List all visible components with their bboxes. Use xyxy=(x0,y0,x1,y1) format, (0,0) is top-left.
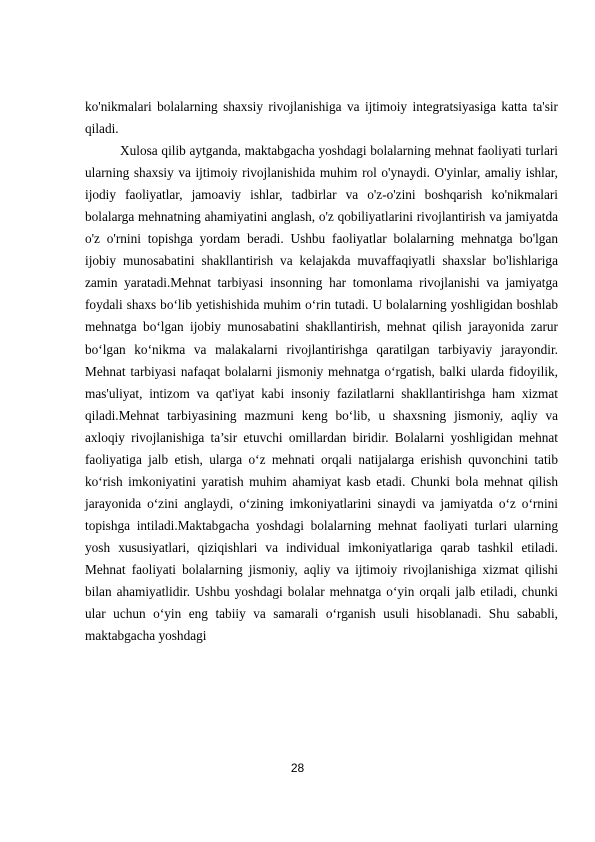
paragraph-continuation: ko'nikmalari bolalarning shaxsiy rivojlanishiga va ijtimoiy integratsiyasiga katta ta'sir qiladi. xyxy=(85,99,558,137)
page-number: 28 xyxy=(290,761,305,775)
document-page xyxy=(85,96,558,647)
paragraph-conclusion: Xulosa qilib aytganda, maktabgacha yoshdagi bolalarning mehnat faoliyati turlari ularning shaxsiy va ijtimoiy rivojlanishida muhim rol o'ynaydi. O'yinlar, amaliy ishlar, ijodiy faoliyatlar, jamoaviy ishlar, tadbirlar va o'z-o'zini boshqarish ko'nikmalari bolalarga mehnatning ahamiyatini anglash, o'z qobiliyatlarini rivojlantirish va jamiyatda o'z o'rnini topishga yordam beradi. Ushbu faoliyatlar bolalarning mehnatga bo'lgan ijobiy munosabatini shakllantirish va kelajakda muvaffaqiyatli shaxslar bo'lishlariga zamin yaratadi.Mehnat tarbiyasi insonning har tomonlama rivojlanishi va jamiyatga foydali shaxs bo‘lib yetishishida muhim o‘rin tutadi. U bolalarning yoshligidan boshlab mehnatga bo‘lgan ijobiy munosabatini shakllantirish, mehnat qilish jarayonida zarur bo‘lgan ko‘nikma va malakalarni rivojlantirishga qaratilgan tarbiyaviy jarayondir. Mehnat tarbiyasi nafaqat bolalarni jismoniy mehnatga o‘rgatish, balki ularda fidoyilik, mas'uliyat, intizom va qat'iyat kabi insoniy fazilatlarni shakllantirishga ham xizmat qiladi.Mehnat tarbiyasining mazmuni keng bo‘lib, u shaxsning jismoniy, aqliy va axloqiy rivojlanishiga ta’sir etuvchi omillardan biridir. Bolalarni yoshligidan mehnat faoliyatiga jalb etish, ularga o‘z mehnati orqali natijalarga erishish quvonchini tatib ko‘rish imkoniyatini yaratish muhim ahamiyat kasb etadi. Chunki bola mehnat qilish jarayonida o‘zini anglaydi, o‘zining imkoniyatlarini sinaydi va jamiyatda o‘z o‘rnini topishga intiladi.Maktabgacha yoshdagi bolalarning mehnat faoliyati turlari ularning yosh xususiyatlari, qiziqishlari va individual imkoniyatlariga qarab tashkil etiladi. Mehnat faoliyati bolalarning jismoniy, aqliy va ijtimoiy rivojlanishiga xizmat qilishi bilan ahamiyatlidir. Ushbu yoshdagi bolalar mehnatga o‘yin orqali jalb etiladi, chunki ular uchun o‘yin eng tabiiy va samarali o‘rganish usuli hisoblanadi. Shu sababli, maktabgacha yoshdagi xyxy=(85,143,558,644)
